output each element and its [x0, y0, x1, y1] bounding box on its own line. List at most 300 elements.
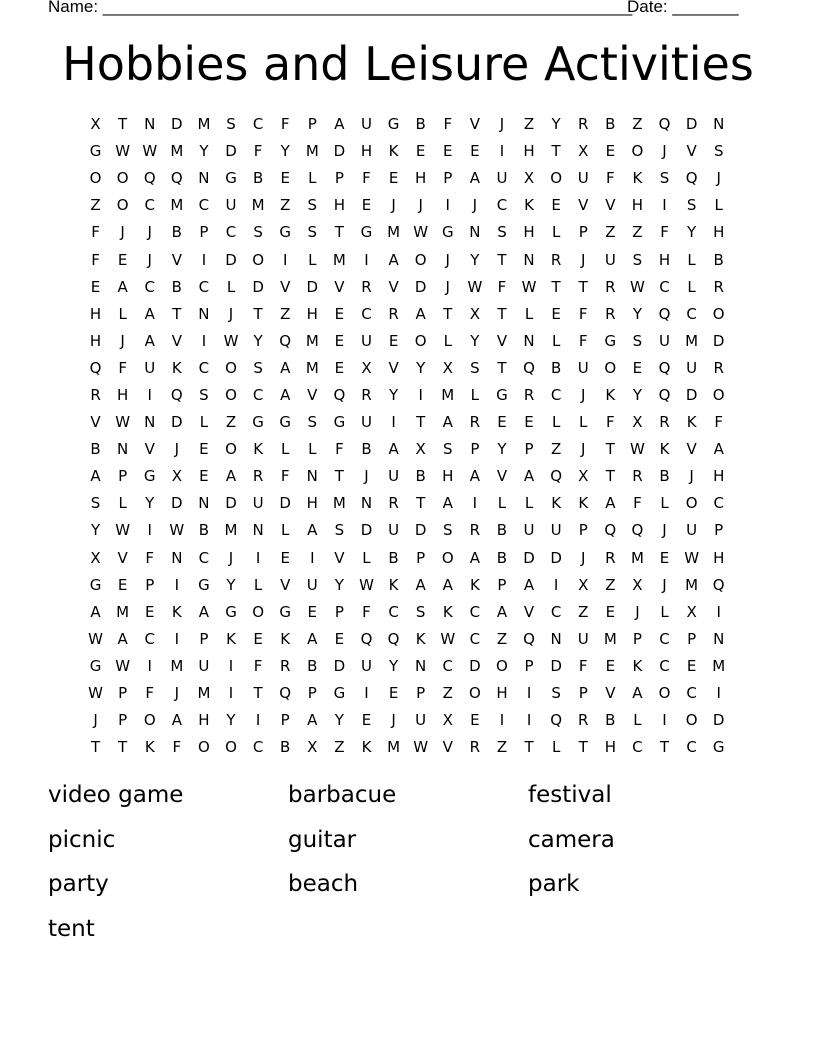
- grid-letter: W: [413, 738, 429, 757]
- grid-letter: W: [88, 629, 103, 648]
- grid-letter: I: [445, 196, 450, 215]
- grid-letter: X: [90, 548, 101, 567]
- grid-letter: R: [523, 385, 535, 404]
- grid-letter: E: [253, 629, 263, 648]
- grid-letter: S: [659, 169, 670, 188]
- grid-letter: E: [388, 169, 399, 188]
- grid-letter: R: [361, 385, 372, 404]
- grid-letter: Q: [279, 331, 292, 350]
- grid-letter: N: [713, 629, 725, 648]
- grid-letter: D: [306, 277, 319, 296]
- grid-letter: B: [171, 277, 182, 296]
- grid-letter: P: [524, 440, 534, 459]
- grid-letter: L: [362, 548, 371, 567]
- grid-letter: D: [360, 521, 373, 540]
- grid-letter: M: [332, 250, 346, 269]
- grid-letter: F: [280, 115, 290, 134]
- grid-letter: Q: [550, 711, 563, 730]
- grid-letter: O: [252, 602, 265, 621]
- grid-letter: L: [497, 494, 507, 513]
- grid-letter: I: [499, 142, 505, 161]
- grid-letter: E: [144, 602, 155, 621]
- grid-letter: D: [333, 656, 346, 675]
- grid-letter: S: [443, 440, 453, 459]
- grid-letter: T: [605, 467, 615, 486]
- grid-letter: Q: [658, 385, 671, 404]
- grid-letter: Y: [470, 331, 480, 350]
- grid-letter: P: [632, 629, 642, 648]
- grid-letter: D: [171, 115, 183, 134]
- grid-letter: O: [712, 304, 725, 323]
- grid-letter: P: [470, 440, 480, 459]
- grid-letter: J: [147, 250, 152, 269]
- grid-letter: A: [117, 629, 128, 648]
- grid-letter: L: [551, 413, 561, 432]
- grid-letter: D: [685, 385, 698, 404]
- grid-letter: C: [659, 656, 670, 675]
- grid-letter: C: [225, 223, 237, 242]
- grid-letter: V: [171, 250, 182, 269]
- grid-letter: V: [605, 684, 616, 703]
- grid-letter: I: [147, 521, 152, 540]
- grid-letter: C: [361, 304, 372, 323]
- grid-letter: W: [630, 277, 645, 296]
- grid-letter: A: [171, 711, 182, 730]
- grid-letter: I: [364, 250, 369, 269]
- grid-letter: P: [118, 711, 128, 730]
- grid-letter: R: [713, 358, 724, 377]
- grid-letter: U: [496, 169, 508, 188]
- grid-letter: A: [523, 575, 535, 594]
- grid-letter: T: [578, 277, 588, 296]
- grid-letter: C: [198, 196, 210, 215]
- grid-letter: O: [496, 656, 508, 675]
- grid-letter: V: [307, 385, 318, 404]
- grid-letter: O: [225, 385, 237, 404]
- grid-letter: J: [662, 142, 667, 161]
- grid-letter: Q: [523, 358, 535, 377]
- grid-letter: H: [198, 711, 210, 730]
- grid-letter: N: [469, 223, 481, 242]
- grid-letter: A: [117, 277, 128, 296]
- grid-letter: L: [281, 440, 290, 459]
- grid-letter: T: [253, 304, 263, 323]
- grid-letter: L: [687, 277, 696, 296]
- grid-letter: G: [496, 385, 508, 404]
- grid-letter: Z: [496, 738, 508, 757]
- grid-letter: E: [334, 629, 345, 648]
- grid-letter: G: [279, 223, 292, 242]
- grid-letter: W: [115, 656, 131, 675]
- grid-row: [82, 246, 732, 273]
- grid-letter: F: [91, 250, 100, 269]
- grid-letter: Y: [497, 440, 507, 459]
- grid-letter: F: [145, 548, 155, 567]
- grid-letter: U: [686, 358, 698, 377]
- grid-row: [82, 545, 732, 572]
- grid-letter: H: [658, 250, 671, 269]
- grid-letter: T: [497, 304, 507, 323]
- grid-letter: L: [308, 250, 317, 269]
- grid-letter: O: [468, 684, 481, 703]
- grid-letter: E: [388, 684, 399, 703]
- grid-letter: U: [225, 196, 237, 215]
- grid-letter: D: [252, 277, 264, 296]
- grid-letter: G: [604, 331, 617, 350]
- grid-letter: S: [632, 331, 643, 350]
- grid-letter: V: [686, 440, 697, 459]
- grid-letter: O: [685, 494, 698, 513]
- grid-letter: B: [496, 521, 508, 540]
- grid-letter: Z: [605, 575, 616, 594]
- grid-letter: T: [118, 115, 128, 134]
- grid-letter: V: [334, 277, 345, 296]
- grid-letter: L: [308, 169, 317, 188]
- grid-letter: I: [716, 602, 721, 621]
- grid-letter: I: [716, 684, 721, 703]
- grid-letter: N: [252, 521, 264, 540]
- grid-letter: U: [360, 656, 372, 675]
- grid-letter: J: [228, 304, 234, 323]
- grid-letter: E: [361, 711, 372, 730]
- grid-letter: V: [469, 115, 480, 134]
- grid-letter: B: [496, 548, 508, 567]
- grid-letter: E: [117, 250, 128, 269]
- grid-letter: M: [305, 358, 319, 377]
- grid-letter: E: [551, 196, 561, 215]
- grid-letter: B: [388, 548, 399, 567]
- grid-letter: S: [713, 142, 724, 161]
- grid-letter: L: [579, 413, 588, 432]
- grid-letter: A: [388, 440, 399, 459]
- grid-letter: G: [252, 413, 264, 432]
- grid-letter: M: [170, 656, 184, 675]
- grid-letter: C: [252, 385, 264, 404]
- grid-letter: P: [334, 169, 344, 188]
- grid-letter: M: [332, 494, 346, 513]
- grid-letter: O: [441, 548, 454, 567]
- grid-letter: I: [174, 575, 180, 594]
- grid-letter: E: [524, 413, 534, 432]
- grid-letter: G: [198, 575, 210, 594]
- grid-letter: S: [470, 358, 480, 377]
- grid-letter: O: [604, 358, 617, 377]
- grid-letter: U: [577, 169, 589, 188]
- grid-row: [82, 355, 732, 382]
- grid-letter: P: [416, 684, 426, 703]
- grid-letter: E: [470, 711, 480, 730]
- grid-letter: Q: [279, 684, 292, 703]
- grid-letter: T: [118, 738, 128, 757]
- grid-letter: O: [414, 331, 427, 350]
- grid-letter: A: [469, 467, 480, 486]
- grid-letter: T: [497, 358, 507, 377]
- grid-letter: E: [334, 358, 345, 377]
- grid-letter: M: [170, 196, 184, 215]
- grid-letter: I: [364, 684, 369, 703]
- grid-row: [82, 653, 732, 680]
- grid-letter: W: [359, 575, 374, 594]
- grid-letter: G: [225, 169, 237, 188]
- grid-letter: M: [197, 684, 211, 703]
- grid-letter: N: [550, 629, 562, 648]
- grid-letter: L: [660, 602, 669, 621]
- grid-letter: V: [171, 331, 182, 350]
- grid-letter: L: [226, 277, 236, 296]
- grid-letter: J: [716, 169, 721, 188]
- grid-letter: R: [90, 385, 101, 404]
- grid-letter: R: [252, 467, 264, 486]
- grid-letter: V: [144, 440, 155, 459]
- grid-letter: C: [686, 684, 697, 703]
- grid-letter: A: [90, 602, 101, 621]
- grid-letter: V: [280, 277, 291, 296]
- grid-letter: E: [415, 142, 426, 161]
- grid-letter: A: [388, 250, 399, 269]
- grid-letter: S: [253, 358, 263, 377]
- grid-letter: C: [713, 494, 724, 513]
- grid-letter: X: [415, 440, 426, 459]
- grid-letter: S: [253, 223, 263, 242]
- grid-letter: P: [334, 602, 344, 621]
- grid-letter: Q: [658, 304, 671, 323]
- grid-letter: Q: [631, 521, 644, 540]
- grid-letter: C: [442, 656, 453, 675]
- grid-letter: D: [712, 331, 725, 350]
- grid-letter: J: [174, 440, 180, 459]
- grid-letter: P: [714, 521, 724, 540]
- grid-letter: L: [118, 304, 127, 323]
- grid-letter: Q: [360, 629, 373, 648]
- grid-letter: J: [581, 440, 586, 459]
- grid-letter: S: [226, 115, 236, 134]
- grid-letter: C: [198, 548, 210, 567]
- grid-letter: E: [334, 331, 345, 350]
- grid-letter: V: [90, 413, 101, 432]
- grid-letter: X: [442, 358, 453, 377]
- grid-letter: W: [440, 629, 456, 648]
- grid-letter: C: [550, 602, 562, 621]
- grid-letter: H: [523, 223, 535, 242]
- grid-letter: Q: [658, 358, 671, 377]
- grid-letter: U: [550, 521, 562, 540]
- grid-letter: Q: [143, 169, 156, 188]
- grid-letter: M: [603, 629, 617, 648]
- grid-letter: B: [415, 467, 426, 486]
- grid-letter: K: [415, 629, 426, 648]
- grid-letter: X: [632, 413, 643, 432]
- grid-row: [82, 517, 732, 544]
- grid-letter: A: [713, 440, 724, 459]
- grid-letter: Z: [523, 115, 535, 134]
- grid-letter: B: [659, 467, 670, 486]
- grid-letter: D: [171, 413, 183, 432]
- grid-letter: G: [387, 115, 400, 134]
- grid-letter: F: [253, 142, 263, 161]
- grid-letter: V: [117, 548, 128, 567]
- grid-letter: O: [712, 385, 725, 404]
- grid-letter: E: [605, 656, 616, 675]
- grid-letter: A: [469, 169, 480, 188]
- grid-letter: H: [442, 467, 454, 486]
- grid-letter: J: [228, 548, 234, 567]
- grid-letter: I: [662, 196, 667, 215]
- grid-letter: F: [606, 169, 615, 188]
- grid-letter: G: [89, 575, 102, 594]
- grid-letter: P: [199, 223, 209, 242]
- grid-letter: I: [255, 711, 261, 730]
- grid-letter: P: [578, 521, 588, 540]
- grid-letter: I: [526, 684, 532, 703]
- grid-letter: S: [415, 602, 426, 621]
- grid-letter: R: [279, 656, 291, 675]
- grid-letter: Z: [225, 413, 237, 432]
- grid-letter: Q: [523, 629, 535, 648]
- grid-letter: E: [199, 467, 209, 486]
- grid-letter: M: [305, 331, 319, 350]
- grid-letter: J: [120, 331, 125, 350]
- grid-letter: D: [712, 711, 725, 730]
- grid-letter: J: [635, 602, 640, 621]
- grid-letter: F: [280, 467, 290, 486]
- grid-letter: R: [659, 413, 670, 432]
- grid-row: [82, 138, 732, 165]
- grid-letter: B: [171, 223, 182, 242]
- grid-letter: Z: [605, 223, 616, 242]
- grid-letter: R: [361, 277, 372, 296]
- grid-letter: A: [442, 413, 453, 432]
- grid-letter: T: [334, 467, 344, 486]
- grid-letter: U: [144, 358, 156, 377]
- grid-letter: W: [115, 413, 131, 432]
- grid-letter: X: [469, 304, 480, 323]
- grid-letter: G: [225, 602, 237, 621]
- date-field-label: Date: _______: [627, 0, 739, 16]
- grid-letter: D: [225, 250, 237, 269]
- grid-letter: U: [577, 358, 589, 377]
- grid-letter: Q: [685, 169, 698, 188]
- grid-letter: I: [255, 548, 261, 567]
- grid-letter: K: [226, 629, 236, 648]
- grid-letter: J: [689, 467, 694, 486]
- grid-letter: J: [418, 196, 423, 215]
- grid-letter: L: [199, 413, 209, 432]
- letter-grid: [82, 111, 732, 761]
- grid-letter: C: [550, 385, 562, 404]
- grid-letter: N: [144, 115, 156, 134]
- grid-letter: Z: [632, 115, 643, 134]
- grid-letter: H: [496, 684, 508, 703]
- grid-letter: Z: [632, 223, 643, 242]
- grid-letter: Z: [551, 440, 562, 459]
- grid-letter: I: [310, 548, 315, 567]
- grid-letter: D: [685, 115, 698, 134]
- word-list-item: festival: [528, 782, 612, 808]
- grid-letter: P: [199, 629, 209, 648]
- grid-letter: C: [659, 629, 670, 648]
- grid-letter: L: [660, 494, 669, 513]
- grid-letter: O: [116, 169, 129, 188]
- grid-letter: O: [225, 358, 237, 377]
- word-list-item: park: [528, 871, 580, 897]
- grid-letter: N: [198, 169, 210, 188]
- grid-letter: L: [551, 223, 561, 242]
- grid-letter: Q: [658, 115, 671, 134]
- grid-row: [82, 165, 732, 192]
- grid-letter: J: [391, 711, 396, 730]
- grid-letter: R: [578, 115, 589, 134]
- grid-letter: E: [307, 602, 318, 621]
- grid-letter: T: [253, 684, 263, 703]
- grid-letter: W: [115, 142, 131, 161]
- grid-letter: C: [496, 196, 508, 215]
- grid-letter: W: [88, 684, 103, 703]
- grid-letter: S: [307, 196, 318, 215]
- grid-letter: K: [632, 656, 643, 675]
- grid-letter: E: [470, 142, 480, 161]
- grid-letter: A: [307, 629, 318, 648]
- grid-letter: R: [632, 467, 643, 486]
- grid-letter: A: [442, 494, 453, 513]
- grid-letter: Y: [632, 304, 642, 323]
- grid-letter: P: [280, 711, 290, 730]
- grid-letter: I: [526, 711, 532, 730]
- grid-letter: J: [445, 277, 450, 296]
- grid-letter: D: [414, 521, 427, 540]
- grid-letter: I: [201, 331, 207, 350]
- grid-letter: P: [145, 575, 155, 594]
- grid-letter: D: [171, 494, 183, 513]
- grid-row: [82, 734, 732, 761]
- grid-letter: K: [578, 494, 589, 513]
- grid-letter: U: [388, 467, 400, 486]
- grid-letter: L: [633, 711, 642, 730]
- grid-letter: X: [90, 115, 101, 134]
- grid-row: [82, 707, 732, 734]
- grid-row: [82, 192, 732, 219]
- grid-letter: L: [687, 250, 696, 269]
- grid-letter: T: [497, 250, 507, 269]
- grid-letter: E: [361, 196, 372, 215]
- grid-letter: V: [523, 602, 535, 621]
- grid-letter: Z: [334, 738, 345, 757]
- grid-letter: X: [523, 169, 535, 188]
- grid-letter: W: [223, 331, 239, 350]
- grid-letter: O: [225, 440, 237, 459]
- grid-letter: U: [360, 331, 372, 350]
- grid-letter: K: [551, 494, 562, 513]
- grid-letter: B: [90, 440, 101, 459]
- grid-letter: W: [467, 277, 483, 296]
- grid-letter: D: [225, 494, 237, 513]
- grid-letter: D: [414, 277, 427, 296]
- grid-letter: D: [550, 548, 562, 567]
- grid-letter: J: [581, 548, 586, 567]
- grid-letter: E: [551, 304, 561, 323]
- grid-letter: G: [333, 684, 346, 703]
- grid-letter: F: [443, 115, 453, 134]
- grid-letter: R: [605, 304, 616, 323]
- grid-letter: J: [174, 684, 180, 703]
- grid-letter: A: [307, 711, 318, 730]
- grid-letter: N: [198, 304, 210, 323]
- grid-letter: Y: [470, 250, 480, 269]
- grid-letter: C: [686, 738, 697, 757]
- grid-letter: Y: [416, 358, 426, 377]
- grid-letter: J: [93, 711, 98, 730]
- grid-letter: E: [334, 304, 345, 323]
- grid-letter: H: [713, 548, 725, 567]
